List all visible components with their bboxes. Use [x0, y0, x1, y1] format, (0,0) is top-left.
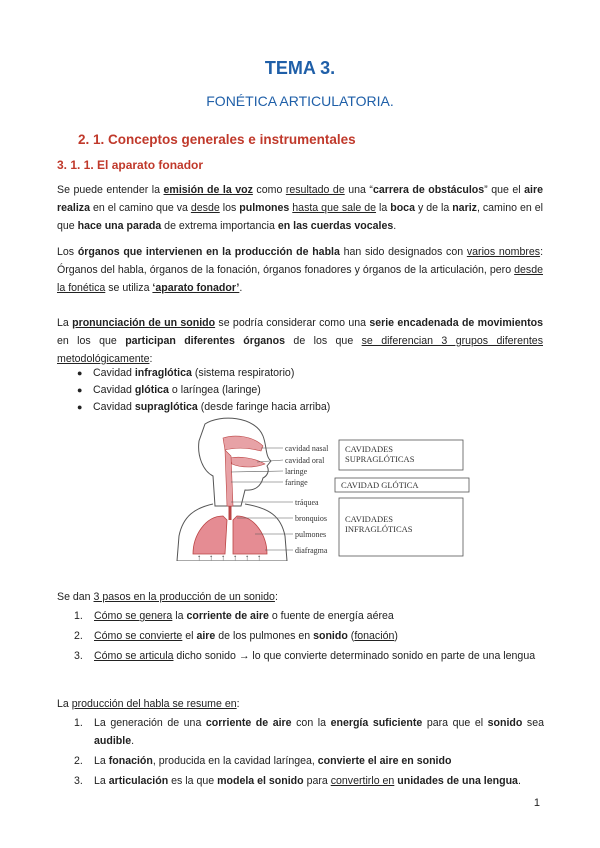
list-item: ● Cavidad supraglótica (desde faringe hacia arriba): [77, 399, 330, 416]
paragraph-organs: Los órganos que intervienen en la producción de habla han sido designados con varios nombres: Órganos del habla, órganos de la fonación, órganos fonadores y órganos de la articulación, pero desde la fonética se utiliza ‘aparato fonador’.: [57, 246, 544, 294]
list-item: 2. Cómo se convierte el aire de los pulmones en sonido (fonación): [74, 630, 398, 642]
bullet-icon: ●: [77, 368, 83, 378]
summary-list: [74, 714, 544, 792]
left-lung: [193, 516, 227, 554]
box-infraglottic-line1: CAVIDADES: [345, 514, 394, 524]
paragraph-pronunciation: La pronunciación de un sonido se podría considerar como una serie encadenada de movimientos en los que participan diferentes órganos de los que se diferencian 3 grupos diferentes metodológicamente:: [57, 317, 543, 365]
svg-text:↑: ↑: [221, 553, 225, 561]
right-lung: [233, 516, 267, 554]
box-glottic-label: CAVIDAD GLÓTICA: [341, 480, 419, 490]
page-title: TEMA 3.: [264, 58, 336, 78]
label-lungs: pulmones: [295, 530, 327, 539]
label-larynx: laringe: [285, 467, 308, 476]
steps-list: [74, 607, 544, 667]
cavity-bullet-list: [77, 365, 330, 416]
list-item: 1. Cómo se genera la corriente de aire o fuente de energía aérea: [74, 610, 394, 622]
label-nasal-cavity: cavidad nasal: [285, 444, 329, 453]
svg-text:↑: ↑: [257, 553, 261, 561]
label-diaphragm: diafragma: [295, 546, 328, 555]
bullet-icon: ●: [77, 402, 83, 412]
list-item: 3. La articulación es la que modela el sonido para convertirlo en unidades de una lengua.: [74, 775, 521, 787]
paragraph-steps-intro: Se dan 3 pasos en la producción de un sonido:: [57, 591, 278, 603]
vocal-apparatus-diagram: [175, 416, 475, 561]
svg-text:↑: ↑: [245, 553, 249, 561]
list-item: 2. La fonación, producida en la cavidad laríngea, convierte el aire en sonido: [74, 755, 452, 767]
section-heading: 2. 1. Conceptos generales e instrumentales: [78, 132, 356, 147]
paragraph-voice-emission: Se puede entender la emisión de la voz como resultado de una “carrera de obstáculos” que el aire realiza en el camino que va desde los pulmones hasta que sale de la boca y de la nariz, camino en el que hace una parada de extrema importancia en las cuerdas vocales.: [57, 184, 543, 232]
box-supraglottic-line1: CAVIDADES: [345, 444, 394, 454]
list-item: ● Cavidad glótica o laríngea (laringe): [77, 382, 330, 399]
label-trachea: tráquea: [295, 498, 319, 507]
svg-text:↑: ↑: [233, 553, 237, 561]
list-item: 3. Cómo se articula dicho sonido → lo que convierte determinado sonido en parte de una lengua: [74, 650, 536, 662]
label-pharynx: faringe: [285, 478, 308, 487]
subsection-heading: 3. 1. 1. El aparato fonador: [57, 158, 204, 172]
list-item: 1. La generación de una corriente de aire con la energía suficiente para que el sonido sea audible.: [74, 717, 545, 747]
box-supraglottic-line2: SUPRAGLÓTICAS: [345, 454, 415, 464]
svg-text:↑: ↑: [197, 553, 201, 561]
bullet-icon: ●: [77, 385, 83, 395]
box-infraglottic-line2: INFRAGLÓTICAS: [345, 524, 413, 534]
page-number: 1: [533, 797, 540, 809]
label-oral-cavity: cavidad oral: [285, 456, 325, 465]
paragraph-summary-intro: La producción del habla se resume en:: [57, 698, 240, 710]
list-item: ● Cavidad infraglótica (sistema respiratorio): [77, 365, 330, 382]
label-bronchi: bronquios: [295, 514, 327, 523]
page-subtitle: FONÉTICA ARTICULATORIA.: [206, 93, 394, 109]
svg-text:↑: ↑: [209, 553, 213, 561]
